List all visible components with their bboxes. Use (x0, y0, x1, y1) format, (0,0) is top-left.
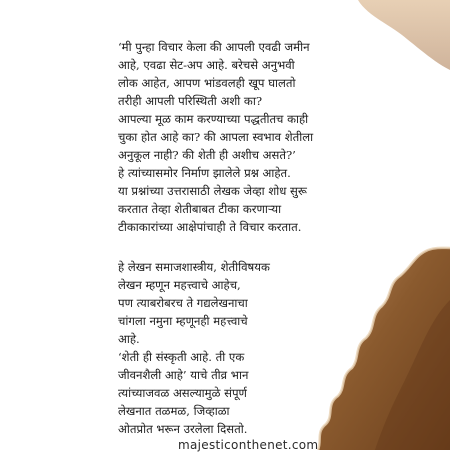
stain-top-right (358, 0, 450, 70)
paragraph-1 (118, 38, 358, 236)
paragraph-1-line: करतात तेव्हा शेतीबाबत टीका करणाऱ्या (118, 202, 282, 216)
paragraph-2-line: आहे. (118, 332, 140, 346)
paragraph-2-line: लेखन म्हणून महत्त्वाचे आहेच, (118, 278, 241, 292)
paragraph-1-line: तरीही आपली परिस्थिती अशी का? (118, 94, 263, 108)
paragraph-2-line: पण त्याबरोबरच ते गद्यलेखनाचा (118, 296, 248, 310)
paragraph-1-line: लोक आहेत, आपण भांडवलही खूप घालतो (118, 76, 296, 90)
paragraph-1-line: आपल्या मूळ काम करण्याच्या पद्धतीतच काही (118, 112, 309, 126)
paragraph-1-line: या प्रश्नांच्या उत्तरासाठी लेखक जेव्हा शोध सुरू (118, 184, 307, 198)
website-url: majesticonthenet.com (178, 438, 319, 452)
paragraph-1-line: आहे, एवढा सेट-अप आहे. बरेचसे अनुभवी (118, 58, 295, 72)
paragraph-2-line: लेखनात तळमळ, जिव्हाळा (118, 404, 230, 418)
paragraph-2-line: चांगला नमुना म्हणूनही महत्त्वाचे (118, 314, 248, 328)
paragraph-2-line: त्यांच्याजवळ असल्यामुळे संपूर्ण (118, 386, 247, 400)
paragraph-2-line: हे लेखन समाजशास्त्रीय, शेतीविषयक (118, 260, 270, 274)
paragraph-2-line: जीवनशैली आहे’ याचे तीव्र भान (118, 368, 249, 382)
paragraph-1-line: चुका होत आहे का? की आपला स्वभाव शेतीला (118, 130, 314, 144)
paragraph-1-line: हे त्यांच्यासमोर निर्माण झालेले प्रश्न आहेत. (118, 166, 291, 180)
paragraph-1-line: ‘मी पुन्हा विचार केला की आपली एवढी जमीन (118, 40, 310, 54)
paragraph-2-line: ओतप्रोत भरून उरलेला दिसतो. (118, 422, 248, 436)
paragraph-1-line: अनुकूल नाही? की शेती ही अशीच असते?’ (118, 148, 296, 162)
paragraph-2-line: ‘शेती ही संस्कृती आहे. ती एक (118, 350, 245, 364)
paragraph-2 (118, 258, 308, 438)
paragraph-1-line: टीकाकारांच्या आक्षेपांचाही ते विचार करतात. (118, 220, 302, 234)
